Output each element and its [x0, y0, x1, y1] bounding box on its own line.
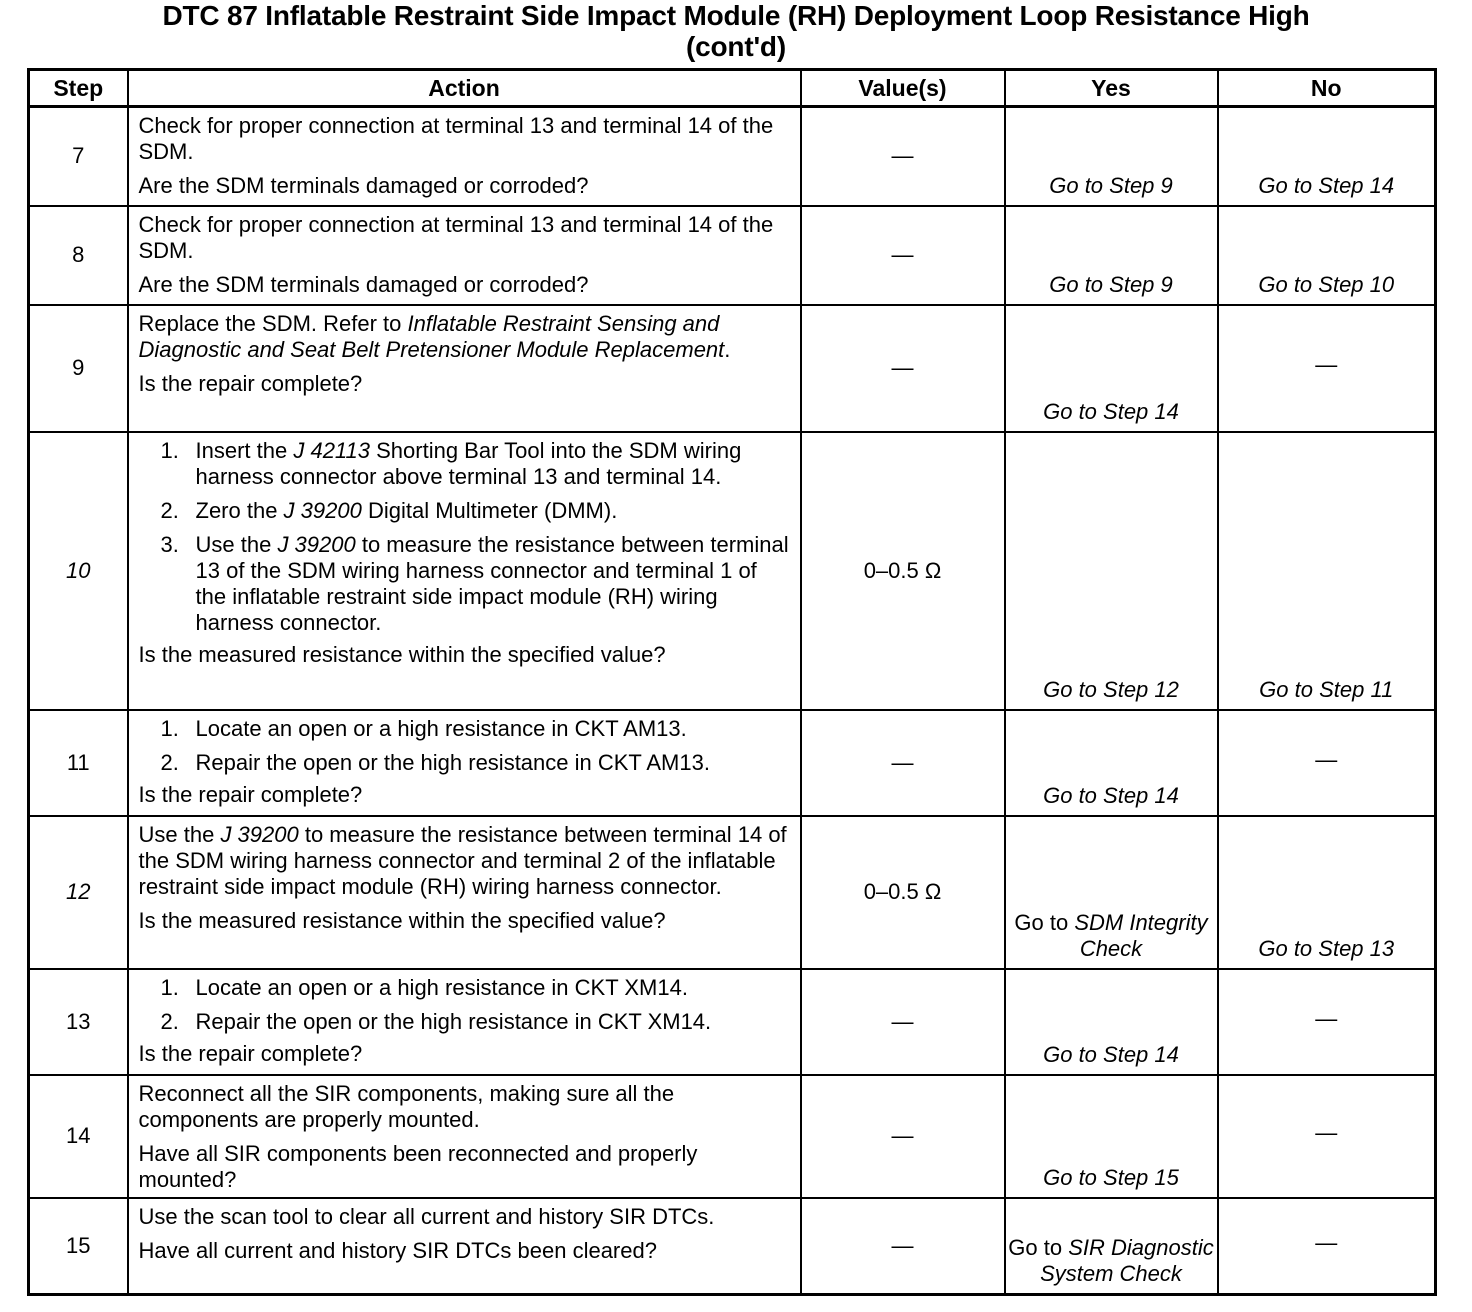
step-number: 14	[29, 1075, 128, 1198]
value-cell: —	[801, 1075, 1005, 1198]
action-cell	[128, 107, 801, 206]
action-text-part: Replace the SDM. Refer to	[138, 310, 408, 336]
action-cell	[128, 969, 801, 1075]
action-text-part: .	[724, 336, 731, 362]
reference-link[interactable]: SIR Diagnostic System Check	[1040, 1235, 1214, 1286]
table-row	[29, 816, 1436, 969]
action-steps	[139, 716, 792, 776]
no-cell: Go to Step 10	[1218, 206, 1436, 305]
step-number: 8	[29, 206, 128, 305]
action-text-part: Shorting Bar Tool into the SDM wiring harness connector above terminal 13 and terminal 14.	[195, 437, 742, 489]
value-cell: —	[801, 206, 1005, 305]
action-question: Is the measured resistance within the specified value?	[138, 641, 666, 667]
table-row	[29, 1198, 1436, 1295]
step-number: 11	[29, 710, 128, 816]
yes-cell	[1005, 816, 1218, 969]
title-line-2: (cont'd)	[686, 31, 786, 62]
header-step: Step	[29, 70, 128, 107]
header-no: No	[1218, 70, 1436, 107]
step-index: 2.	[160, 749, 179, 775]
reference-link[interactable]: SDM Integrity Check	[1074, 909, 1208, 961]
no-cell: —	[1218, 969, 1436, 1075]
no-cell: Go to Step 13	[1218, 816, 1436, 969]
yes-text-part: Go to	[1008, 1235, 1069, 1260]
action-text: Use the scan tool to clear all current and history SIR DTCs.	[138, 1203, 715, 1229]
header-row	[29, 70, 1436, 107]
action-text-part: Digital Multimeter (DMM).	[361, 497, 618, 523]
action-text-part: to measure the resistance between terminal 14 of the SDM wiring harness connector and terminal 2 of the inflatable restraint side impact module (RH) wiring harness connector.	[138, 821, 787, 899]
action-cell	[128, 206, 801, 305]
reference-link[interactable]: Inflatable Restraint Sensing and Diagnostic and Seat Belt Pretensioner Module Replacement	[138, 310, 725, 362]
action-question: Is the repair complete?	[138, 1040, 363, 1066]
action-question: Are the SDM terminals damaged or corroded?	[138, 173, 589, 198]
table-row	[29, 969, 1436, 1075]
step-index: 3.	[160, 531, 179, 557]
step-index: 1.	[160, 974, 179, 1000]
action-cell	[128, 432, 801, 710]
yes-cell: Go to Step 14	[1005, 710, 1218, 816]
action-question: Is the measured resistance within the specified value?	[138, 907, 666, 933]
value-cell: —	[801, 107, 1005, 206]
header-action: Action	[128, 70, 801, 107]
action-cell	[128, 1198, 801, 1295]
action-text-part: Repair the open or the high resistance in CKT XM14.	[195, 1008, 712, 1034]
action-steps	[139, 438, 792, 636]
action-step	[139, 498, 792, 524]
header-yes: Yes	[1005, 70, 1218, 107]
step-number: 9	[29, 305, 128, 432]
action-text-part: Locate an open or a high resistance in CKT XM14.	[195, 974, 688, 1000]
step-index: 2.	[160, 497, 179, 523]
value-cell: —	[801, 1198, 1005, 1295]
action-step	[139, 1009, 792, 1035]
value-cell: —	[801, 969, 1005, 1075]
action-text: Check for proper connection at terminal 13 and terminal 14 of the SDM.	[138, 211, 774, 263]
action-text-part: Locate an open or a high resistance in CKT AM13.	[195, 715, 687, 741]
value-cell: —	[801, 710, 1005, 816]
action-cell	[128, 305, 801, 432]
action-cell	[128, 1075, 801, 1198]
tool-reference: J 39200	[283, 497, 362, 523]
action-text: Check for proper connection at terminal 13 and terminal 14 of the SDM.	[138, 113, 774, 164]
action-step	[139, 716, 792, 742]
table-row	[29, 206, 1436, 305]
tool-reference: J 42113	[293, 437, 370, 463]
action-cell	[128, 816, 801, 969]
no-cell: Go to Step 11	[1218, 432, 1436, 710]
tool-reference: J 39200	[220, 821, 299, 847]
action-question: Is the repair complete?	[138, 370, 363, 396]
yes-text-part: Go to	[1014, 909, 1075, 935]
action-text-part: Use the	[195, 531, 278, 557]
diagnostic-table	[27, 68, 1437, 1296]
no-cell: —	[1218, 710, 1436, 816]
action-cell	[128, 710, 801, 816]
action-question: Have all SIR components been reconnected and properly mounted?	[138, 1140, 698, 1192]
tool-reference: J 39200	[277, 531, 356, 557]
action-text-part: Insert the	[195, 437, 294, 463]
action-text-part: Zero the	[195, 497, 284, 523]
action-step	[139, 532, 792, 636]
step-index: 1.	[160, 715, 179, 741]
action-step	[139, 750, 792, 776]
table-row	[29, 710, 1436, 816]
step-number: 15	[29, 1198, 128, 1295]
action-step	[139, 438, 792, 490]
table-row	[29, 107, 1436, 206]
yes-cell: Go to Step 14	[1005, 305, 1218, 432]
action-step	[139, 975, 792, 1001]
step-number: 7	[29, 107, 128, 206]
table-row	[29, 1075, 1436, 1198]
title-line-1: DTC 87 Inflatable Restraint Side Impact Module (RH) Deployment Loop Resistance High	[162, 0, 1310, 31]
action-text	[139, 311, 792, 363]
action-question: Have all current and history SIR DTCs been cleared?	[138, 1237, 657, 1263]
step-index: 1.	[160, 437, 179, 463]
page-title	[0, 0, 1472, 62]
value-cell: —	[801, 305, 1005, 432]
yes-cell	[1005, 1198, 1218, 1295]
step-number: 13	[29, 969, 128, 1075]
step-number: 10	[29, 432, 128, 710]
table-row	[29, 432, 1436, 710]
action-question: Is the repair complete?	[138, 781, 363, 807]
yes-cell: Go to Step 9	[1005, 107, 1218, 206]
yes-cell: Go to Step 15	[1005, 1075, 1218, 1198]
action-text-part: Use the	[138, 821, 221, 847]
action-text	[139, 822, 792, 900]
yes-cell: Go to Step 14	[1005, 969, 1218, 1075]
step-number: 12	[29, 816, 128, 969]
yes-cell: Go to Step 9	[1005, 206, 1218, 305]
no-cell: —	[1218, 1198, 1436, 1295]
no-cell: Go to Step 14	[1218, 107, 1436, 206]
action-steps	[139, 975, 792, 1035]
no-cell: —	[1218, 305, 1436, 432]
action-text: Reconnect all the SIR components, making sure all the components are properly mounted.	[138, 1080, 675, 1132]
header-values: Value(s)	[801, 70, 1005, 107]
action-text-part: Repair the open or the high resistance in CKT AM13.	[195, 749, 710, 775]
action-question: Are the SDM terminals damaged or corroded?	[138, 271, 589, 297]
value-cell: 0–0.5 Ω	[801, 816, 1005, 969]
step-index: 2.	[160, 1008, 179, 1034]
no-cell: —	[1218, 1075, 1436, 1198]
yes-cell: Go to Step 12	[1005, 432, 1218, 710]
value-cell: 0–0.5 Ω	[801, 432, 1005, 710]
action-text-part: to measure the resistance between terminal 13 of the SDM wiring harness connector and terminal 1 of the inflatable restraint side impact module (RH) wiring harness connector.	[195, 531, 789, 635]
table-row	[29, 305, 1436, 432]
